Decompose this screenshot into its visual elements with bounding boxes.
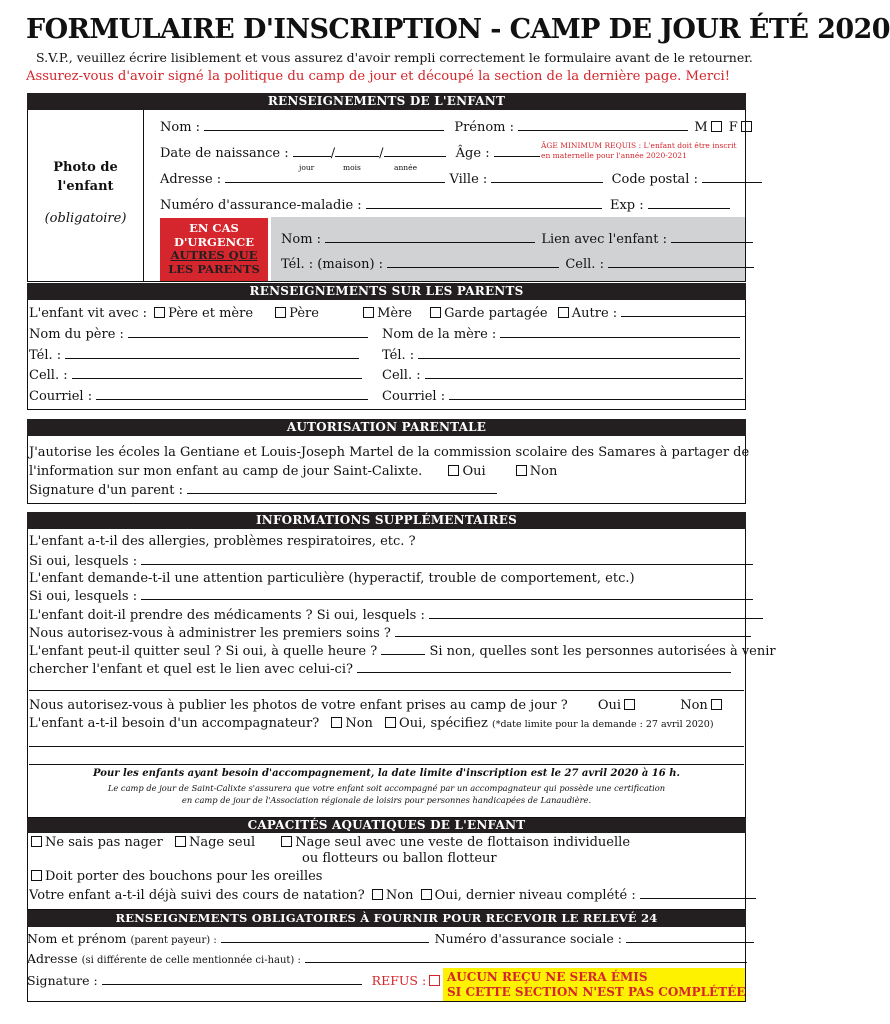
- nam-field[interactable]: [366, 197, 602, 209]
- releve-nom-label: Nom et prénom: [27, 931, 127, 946]
- q3-field[interactable]: [429, 607, 763, 619]
- urgence-nom-field[interactable]: [325, 231, 535, 243]
- urgence-text-3: AUTRES QUE: [170, 248, 258, 262]
- q3-label: L'enfant doit-il prendre des médicaments ? Si oui, lesquels :: [29, 608, 425, 623]
- q5-extra-line[interactable]: [29, 690, 744, 691]
- autre-label: Autre :: [571, 306, 618, 321]
- age-note-1: ÂGE MINIMUM REQUIS : L'enfant doit être inscrit: [541, 141, 737, 150]
- garde-label: Garde partagée: [444, 306, 548, 321]
- courriel-mere-field[interactable]: [449, 388, 745, 400]
- ne-sais-pas-nager-checkbox[interactable]: [31, 836, 42, 847]
- photo-label-3: (obligatoire): [44, 211, 127, 226]
- cell-pere-label: Cell. :: [29, 368, 68, 383]
- releve-adresse-label: Adresse: [27, 951, 78, 966]
- aucun-recu-line-2: SI CETTE SECTION N'EST PAS COMPLÉTÉE: [447, 985, 746, 999]
- vit-avec-label: L'enfant vit avec :: [29, 306, 148, 321]
- refus-label: REFUS :: [371, 973, 427, 988]
- q1b-row: [29, 553, 753, 569]
- autorisation-non-checkbox[interactable]: [516, 465, 527, 476]
- nom-mere-label: Nom de la mère :: [382, 327, 497, 342]
- releve-signature-label: Signature :: [27, 973, 98, 988]
- q5a-label: L'enfant peut-il quitter seul ? Si oui, à quelle heure ?: [29, 644, 378, 659]
- section-header-parents: RENSEIGNEMENTS SUR LES PARENTS: [27, 283, 746, 300]
- cell-mere-row: [382, 367, 743, 383]
- exp-label: Exp :: [609, 198, 644, 213]
- q7-oui-checkbox[interactable]: [385, 717, 396, 728]
- releve-nas-label: Numéro d'assurance sociale :: [434, 931, 622, 946]
- urgence-cell-label: Cell. :: [565, 257, 604, 272]
- ne-sais-pas-nager-label: Ne sais pas nager: [45, 835, 163, 850]
- ville-field[interactable]: [491, 171, 603, 183]
- vit-avec-row: [29, 305, 745, 321]
- q6-non-checkbox[interactable]: [711, 699, 722, 710]
- page-warning: Assurez-vous d'avoir signé la politique du camp de jour et découpé la section de la dernière page. Merci!: [26, 69, 731, 84]
- adresse-field[interactable]: [225, 171, 445, 183]
- urgence-lien-field[interactable]: [671, 231, 753, 243]
- q2: L'enfant demande-t-il une attention particulière (hyperactif, trouble de comportement, etc.): [29, 571, 635, 586]
- prenom-field[interactable]: [518, 119, 688, 131]
- q4-field[interactable]: [395, 625, 751, 637]
- urgence-cell-field[interactable]: [608, 256, 754, 268]
- pere-label: Père: [289, 306, 319, 321]
- code-postal-field[interactable]: [702, 171, 762, 183]
- autorisation-oui-label: Oui: [462, 464, 486, 479]
- q5-row: [29, 643, 776, 659]
- bouchons-label: Doit porter des bouchons pour les oreilles: [45, 869, 323, 884]
- releve-signature-field[interactable]: [102, 973, 362, 985]
- age-note-2: en maternelle pour l'année 2020-2021: [541, 151, 687, 160]
- accompagnement-line-2: en camp de jour de l'Association régionale de loisirs pour personnes handicapées de Lanaudière.: [181, 795, 592, 805]
- q2b-field[interactable]: [141, 588, 753, 600]
- signature-parent-label: Signature d'un parent :: [29, 483, 184, 498]
- naissance-jour-hint: jour: [299, 163, 315, 172]
- refus-checkbox[interactable]: [429, 975, 440, 986]
- prenom-label: Prénom :: [454, 120, 515, 135]
- natation-oui-checkbox[interactable]: [421, 889, 432, 900]
- naissance-label: Date de naissance :: [160, 146, 289, 161]
- q4-row: [29, 625, 751, 641]
- pere-mere-label: Père et mère: [168, 306, 254, 321]
- natation-non-label: Non: [385, 888, 414, 903]
- sexe-f-label: F: [728, 120, 738, 135]
- nom-mere-field[interactable]: [500, 326, 740, 338]
- tel-mere-field[interactable]: [418, 347, 740, 359]
- releve-adresse-note: (si différente de celle mentionnée ci-haut) :: [81, 955, 301, 966]
- aucun-recu-line-1: AUCUN REÇU NE SERA ÉMIS: [447, 970, 648, 984]
- photo-label-1: Photo de: [53, 160, 118, 175]
- naissance-jour-field[interactable]: [293, 145, 331, 157]
- exp-field[interactable]: [648, 197, 730, 209]
- q7-note: (*date limite pour la demande : 27 avril 2020): [491, 719, 714, 730]
- photo-box: [27, 110, 144, 282]
- naissance-annee-hint: année: [394, 163, 418, 172]
- q5c-label: chercher l'enfant et quel est le lien avec celui-ci?: [29, 662, 353, 677]
- autorisation-line-2-text: l'information sur mon enfant au camp de jour Saint-Calixte.: [29, 464, 423, 479]
- section-header-releve: RENSEIGNEMENTS OBLIGATOIRES À FOURNIR POUR RECEVOIR LE RELEVÉ 24: [27, 910, 746, 927]
- q1b-field[interactable]: [141, 553, 753, 565]
- signature-parent-row: [29, 482, 497, 498]
- q5b-label: Si non, quelles sont les personnes autorisées à venir: [429, 644, 776, 659]
- adresse-row: [160, 171, 762, 187]
- q6-non-label: Non: [680, 698, 708, 713]
- autorisation-line-1: J'autorise les écoles la Gentiane et Louis-Joseph Martel de la commission scolaire des Samares à partager de: [29, 445, 750, 460]
- q7-line-2[interactable]: [29, 764, 744, 765]
- nam-label: Numéro d'assurance-maladie :: [160, 198, 362, 213]
- autorisation-line-2: [29, 464, 557, 479]
- mere-label: Mère: [377, 306, 412, 321]
- naissance-mois-hint: mois: [343, 163, 361, 172]
- q2b-label: Si oui, lesquels :: [29, 589, 138, 604]
- nom-label: Nom :: [160, 120, 201, 135]
- autorisation-non-label: Non: [529, 464, 558, 479]
- releve-adresse-row: [27, 951, 747, 966]
- urgence-text-4: LES PARENTS: [168, 261, 260, 276]
- natation-label: Votre enfant a-t-il déjà suivi des cours de natation?: [29, 888, 365, 903]
- urgence-nom-row: [281, 231, 753, 247]
- naissance-row: Date de naissance : / / Âge :: [160, 145, 540, 161]
- urgence-lien-label: Lien avec l'enfant :: [541, 232, 667, 247]
- urgence-badge: [160, 218, 268, 281]
- mere-checkbox[interactable]: [363, 307, 374, 318]
- ville-label: Ville :: [449, 172, 488, 187]
- photo-label-2: l'enfant: [57, 179, 114, 194]
- sexe-m-label: M: [694, 120, 708, 135]
- tel-mere-label: Tél. :: [382, 348, 415, 363]
- courriel-pere-field[interactable]: [96, 388, 368, 400]
- code-postal-label: Code postal :: [611, 172, 698, 187]
- releve-nom-row: [27, 931, 754, 946]
- accompagnement-line-1: Le camp de jour de Saint-Calixte s'assurera que votre enfant soit accompagné par un accompagnateur qui possède une certification: [107, 783, 666, 793]
- sexe-m-checkbox[interactable]: [711, 121, 722, 132]
- nam-row: [160, 197, 730, 213]
- releve-signature-row: [27, 973, 443, 988]
- releve-nom-field[interactable]: [221, 931, 429, 943]
- q6-label: Nous autorisez-vous à publier les photos de votre enfant prises au camp de jour ?: [29, 698, 568, 713]
- age-label: Âge :: [455, 146, 490, 161]
- tel-pere-field[interactable]: [65, 347, 359, 359]
- courriel-pere-label: Courriel :: [29, 389, 93, 404]
- nom-mere-row: [382, 326, 740, 342]
- nage-seul-checkbox[interactable]: [175, 836, 186, 847]
- natation-oui-label: Oui, dernier niveau complété :: [434, 888, 636, 903]
- pere-mere-checkbox[interactable]: [154, 307, 165, 318]
- page-title: FORMULAIRE D'INSCRIPTION - CAMP DE JOUR ÉTÉ 2020: [26, 14, 890, 45]
- autre-field[interactable]: [621, 305, 745, 317]
- urgence-text-2: D'URGENCE: [173, 234, 255, 249]
- releve-nom-note: (parent payeur) :: [130, 935, 217, 946]
- cell-pere-row: [29, 367, 362, 383]
- autre-checkbox[interactable]: [558, 307, 569, 318]
- tel-mere-row: [382, 347, 740, 363]
- q6-oui-checkbox[interactable]: [624, 699, 635, 710]
- nage-seul-label: Nage seul: [188, 835, 256, 850]
- nom-pere-row: [29, 326, 368, 342]
- q3-row: [29, 607, 763, 623]
- q7-line-1[interactable]: [29, 746, 744, 747]
- urgence-text-1: EN CAS: [189, 221, 239, 235]
- q5-heure-field[interactable]: [381, 643, 425, 655]
- autorisation-oui-checkbox[interactable]: [448, 465, 459, 476]
- nage-veste-label-2: ou flotteurs ou ballon flotteur: [302, 851, 497, 866]
- cell-mere-field[interactable]: [425, 367, 743, 379]
- q7-oui-label: Oui, spécifiez: [399, 716, 488, 731]
- section-header-aqua: CAPACITÉS AQUATIQUES DE L'ENFANT: [27, 818, 746, 833]
- natation-non-checkbox[interactable]: [372, 889, 383, 900]
- urgence-tel-label: Tél. : (maison) :: [281, 257, 384, 272]
- q7-row: [29, 716, 714, 731]
- aqua-row-1: [28, 835, 630, 850]
- q1b-label: Si oui, lesquels :: [29, 554, 138, 569]
- aucun-recu-banner: [443, 968, 745, 1001]
- q4-label: Nous autorisez-vous à administrer les premiers soins ?: [29, 626, 391, 641]
- accompagnement-bold: Pour les enfants ayant besoin d'accompagnement, la date limite d'inscription est le 27 avril 2020 à 16 h.: [93, 768, 680, 779]
- nage-veste-label: Nage seul avec une veste de flottaison individuelle: [295, 835, 631, 850]
- garde-checkbox[interactable]: [430, 307, 441, 318]
- cell-pere-field[interactable]: [72, 367, 362, 379]
- natation-niveau-field[interactable]: [640, 887, 756, 899]
- q6-oui-label: Oui: [597, 698, 622, 713]
- q1: L'enfant a-t-il des allergies, problèmes respiratoires, etc. ?: [29, 534, 416, 549]
- sexe-f-checkbox[interactable]: [741, 121, 752, 132]
- naissance-annee-field[interactable]: [384, 145, 446, 157]
- adresse-label: Adresse :: [160, 172, 222, 187]
- nom-row: [160, 119, 755, 135]
- urgence-tel-field[interactable]: [387, 256, 559, 268]
- q7-label: L'enfant a-t-il besoin d'un accompagnateur?: [29, 716, 320, 731]
- q6-row: [29, 698, 725, 713]
- age-field[interactable]: [494, 145, 540, 157]
- urgence-nom-label: Nom :: [281, 232, 322, 247]
- q5c-field[interactable]: [357, 661, 731, 673]
- courriel-pere-row: [29, 388, 368, 404]
- naissance-mois-field[interactable]: [335, 145, 379, 157]
- page-subtitle: S.V.P., veuillez écrire lisiblement et vous assurez d'avoir rempli correctement le formulaire avant de le retourner.: [36, 50, 753, 65]
- pere-checkbox[interactable]: [275, 307, 286, 318]
- courriel-mere-row: [382, 388, 745, 404]
- nom-field[interactable]: [204, 119, 444, 131]
- nage-veste-checkbox[interactable]: [281, 836, 292, 847]
- nom-pere-label: Nom du père :: [29, 327, 124, 342]
- q7-non-checkbox[interactable]: [331, 717, 342, 728]
- section-header-autorisation: AUTORISATION PARENTALE: [27, 419, 746, 436]
- bouchons-checkbox[interactable]: [31, 870, 42, 881]
- cell-mere-label: Cell. :: [382, 368, 421, 383]
- q5c-row: [29, 661, 731, 677]
- signature-parent-field[interactable]: [187, 482, 497, 494]
- section-header-enfant: RENSEIGNEMENTS DE L'ENFANT: [27, 93, 746, 110]
- nom-pere-field[interactable]: [128, 326, 368, 338]
- aqua-row-2: [28, 869, 322, 884]
- courriel-mere-label: Courriel :: [382, 389, 446, 404]
- urgence-tel-row: [281, 256, 754, 272]
- releve-nas-field[interactable]: [626, 931, 754, 943]
- aqua-row-3: [29, 887, 756, 903]
- releve-adresse-field[interactable]: [305, 951, 747, 963]
- section-header-infos: INFORMATIONS SUPPLÉMENTAIRES: [27, 512, 746, 529]
- q7-non-label: Non: [345, 716, 373, 731]
- tel-pere-row: [29, 347, 359, 363]
- tel-pere-label: Tél. :: [29, 348, 62, 363]
- q2b-row: [29, 588, 753, 604]
